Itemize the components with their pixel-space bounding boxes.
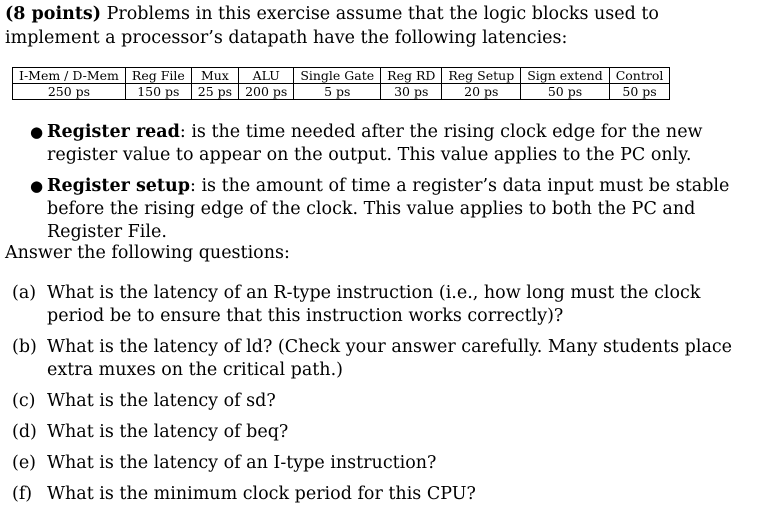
latency-table (12, 67, 670, 100)
question-label: (f) (12, 484, 33, 504)
question-e (12, 452, 752, 475)
question-text: What is the latency of beq? (47, 422, 289, 442)
question-label: (b) (12, 337, 37, 357)
question-text: What is the minimum clock period for this CPU? (47, 484, 476, 504)
points-label: (8 points) (5, 4, 102, 24)
value-reg-rd: 30 ps (381, 84, 442, 100)
question-text: What is the latency of an R-type instruction (i.e., how long must the clock period be to ensure that this instruction works correctly)? (47, 283, 701, 326)
intro-text: Problems in this exercise assume that the logic blocks used to implement a processor’s datapath have the following latencies: (5, 4, 659, 48)
value-single-gate: 5 ps (294, 84, 381, 100)
bullet-term: Register read (47, 122, 180, 142)
value-control: 50 ps (609, 84, 670, 100)
value-imem-dmem: 250 ps (13, 84, 126, 100)
header-alu: ALU (239, 68, 294, 84)
intro-paragraph (5, 2, 750, 50)
question-label: (c) (12, 391, 36, 411)
question-f (12, 483, 752, 506)
header-mux: Mux (191, 68, 238, 84)
header-single-gate: Single Gate (294, 68, 381, 84)
value-sign-extend: 50 ps (521, 84, 610, 100)
header-imem-dmem: I-Mem / D-Mem (13, 68, 126, 84)
value-alu: 200 ps (239, 84, 294, 100)
bullet-term: Register setup (47, 176, 190, 196)
question-label: (a) (12, 283, 37, 303)
value-mux: 25 ps (191, 84, 238, 100)
header-reg-file: Reg File (125, 68, 191, 84)
question-text: What is the latency of sd? (47, 391, 276, 411)
bullet-text: : is the time needed after the rising clock edge for the new register value to appear on the output. This value applies to the PC only. (47, 122, 703, 165)
value-reg-setup: 20 ps (442, 84, 521, 100)
question-text: What is the latency of an I-type instruction? (47, 453, 437, 473)
question-label: (e) (12, 453, 37, 473)
bullet-register-setup (28, 175, 748, 244)
question-d (12, 421, 752, 444)
bullet-dot-icon: ● (30, 123, 44, 141)
latency-header-row (13, 68, 670, 84)
value-reg-file: 150 ps (125, 84, 191, 100)
question-b (12, 336, 752, 382)
header-reg-rd: Reg RD (381, 68, 442, 84)
latency-value-row (13, 84, 670, 100)
question-c (12, 390, 752, 413)
header-reg-setup: Reg Setup (442, 68, 521, 84)
question-list (12, 282, 752, 514)
bullet-dot-icon: ● (30, 177, 44, 195)
question-text: What is the latency of ld? (Check your answer carefully. Many students place extra muxes on the critical path.) (47, 337, 733, 380)
bullet-text: : is the amount of time a register’s data input must be stable before the rising edge of the clock. This value applies to both the PC and Register File. (47, 176, 730, 242)
answer-prompt: Answer the following questions: (5, 243, 290, 263)
question-label: (d) (12, 422, 37, 442)
header-sign-extend: Sign extend (521, 68, 610, 84)
definition-list (28, 121, 748, 252)
header-control: Control (609, 68, 670, 84)
question-a (12, 282, 752, 328)
bullet-register-read (28, 121, 748, 167)
